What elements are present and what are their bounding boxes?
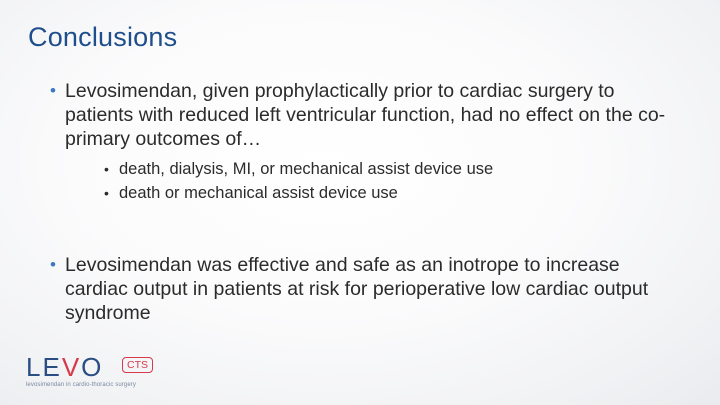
bullet-text: Levosimendan, given prophylactically prior to cardiac surgery to patients with reduced left ventricular function, had no effect on the co-primary outcomes of… [65, 80, 666, 150]
slide-title: Conclusions [28, 22, 178, 52]
sub-bullet-text: death, dialysis, MI, or mechanical assist device use [119, 160, 494, 178]
bullet-icon: • [50, 255, 56, 274]
sub-bullet-item [104, 159, 664, 179]
logo-cts-badge: CTS [122, 357, 153, 373]
bullet-text: Levosimendan was effective and safe as an inotrope to increase cardiac output in patients at risk for perioperative low cardiac output syndrome [65, 254, 649, 324]
bullet-icon: • [104, 161, 109, 177]
logo-letter-v: V [61, 352, 82, 382]
logo-tagline: levosimendan in cardio-thoracic surgery [26, 382, 136, 388]
logo-wordmark [26, 354, 103, 380]
bullet-icon: • [104, 185, 109, 201]
logo-letter-o: O [81, 352, 104, 382]
logo-letters-le: LE [26, 352, 62, 382]
bullet-item [50, 79, 680, 151]
bullet-icon: • [50, 81, 56, 100]
levo-cts-logo [26, 354, 166, 394]
bullet-item [50, 253, 680, 325]
sub-bullet-item [104, 183, 664, 203]
sub-bullet-text: death or mechanical assist device use [119, 184, 398, 202]
